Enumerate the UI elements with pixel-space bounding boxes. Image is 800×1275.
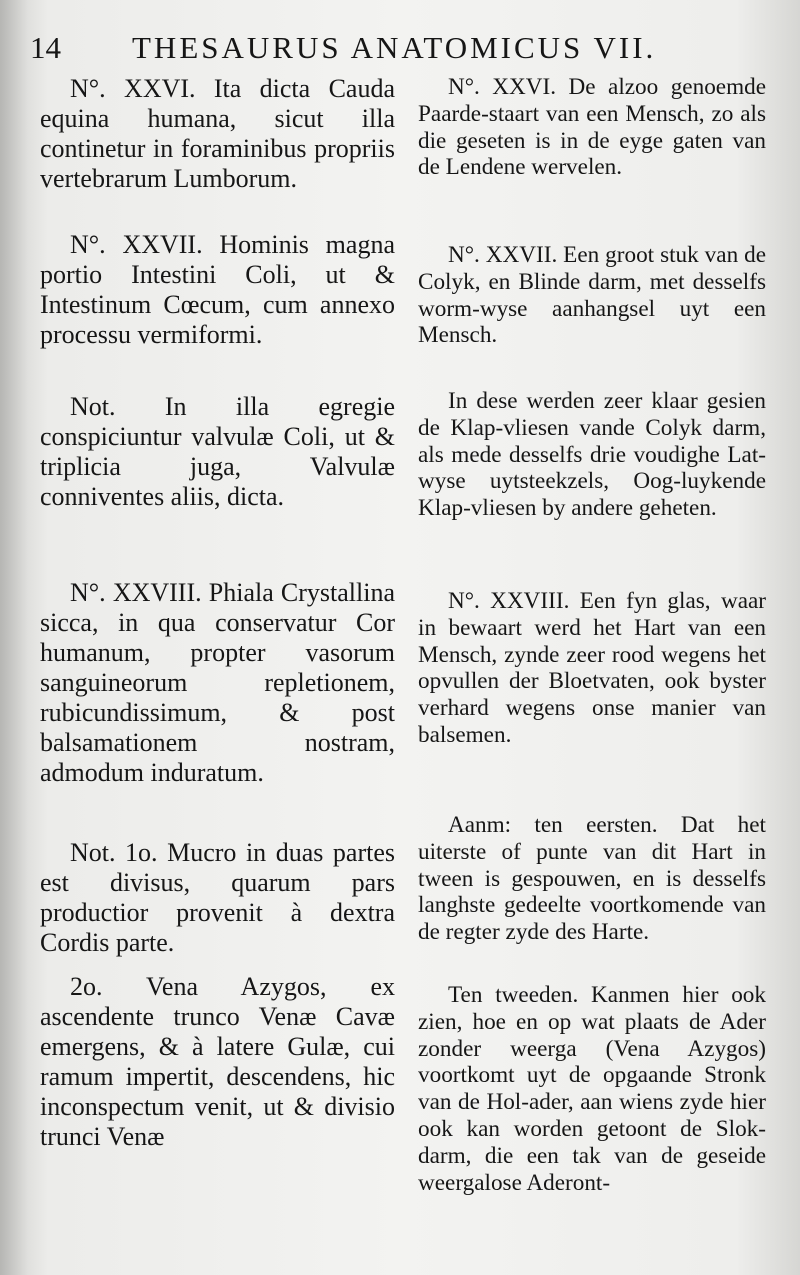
latin-note-28-2 [40,972,395,1152]
latin-paragraph: N°. XXVI. Ita dicta Cauda equina humana, sicut illa continetur in foraminibus propriis vertebrarum Lumborum. [40,74,395,194]
latin-entry-26 [40,74,395,194]
dutch-entry-28 [418,588,766,749]
latin-entry-28 [40,578,395,788]
dutch-entry-27 [418,242,766,349]
dutch-paragraph: N°. XXVI. De alzoo genoemde Paarde-staart van een Mensch, zo als die geseten is in de eyge gaten van de Lendene wervelen. [418,74,766,181]
latin-note-28-1 [40,838,395,958]
spine-shadow [0,0,28,1275]
dutch-paragraph: In dese werden zeer klaar gesien de Klap-vliesen vande Colyk darm, als mede desselfs drie voudighe Lat-wyse uytsteekzels, Oog-luykende Klap-vliesen by andere geheten. [418,388,766,522]
dutch-paragraph: Ten tweeden. Kanmen hier ook zien, hoe en op wat plaats de Ader zonder weerga (Vena Azygos) voortkomt uyt de opgaande Stronk van de Hol-ader, aan wiens zyde hier ook kan worden getoont de Slok-darm, die een tak van de geseide weergalose Aderont- [418,982,766,1196]
latin-paragraph: 2o. Vena Azygos, ex ascendente trunco Venæ Cavæ emergens, & à latere Gulæ, cui ramum impertit, descendens, hic inconspectum venit, ut & divisio trunci Venæ [40,972,395,1152]
latin-paragraph: Not. In illa egregie conspiciuntur valvulæ Coli, ut & triplicia juga, Valvulæ conniventes aliis, dicta. [40,392,395,512]
latin-entry-27 [40,230,395,350]
latin-paragraph: Not. 1o. Mucro in duas partes est divisus, quarum pars productior provenit à dextra Cordis parte. [40,838,395,958]
dutch-note-28-2 [418,982,766,1196]
page-header [30,28,770,72]
latin-paragraph: N°. XXVII. Hominis magna portio Intestini Coli, ut & Intestinum Cœcum, cum annexo processu vermiformi. [40,230,395,350]
dutch-entry-26 [418,74,766,181]
latin-paragraph: N°. XXVIII. Phiala Crystallina sicca, in qua conservatur Cor humanum, propter vasorum sanguineorum repletionem, rubicundissimum, & post balsamationem nostram, admodum induratum. [40,578,395,788]
dutch-note-28-1 [418,812,766,946]
dutch-paragraph: N°. XXVIII. Een fyn glas, waar in bewaart werd het Hart van een Mensch, zynde zeer rood wegens het opvullen der Bloetvaten, ook byster verhard wegens onse manier van balsemen. [418,588,766,748]
running-title: THESAURUS ANATOMICUS VII. [132,30,657,65]
dutch-paragraph: Aanm: ten eersten. Dat het uiterste of punte van dit Hart in tween is gespouwen, en is desselfs langhste gedeelte voortkomende van de regter zyde des Harte. [418,812,766,946]
dutch-paragraph: N°. XXVII. Een groot stuk van de Colyk, en Blinde darm, met desselfs worm-wyse aanhangsel uyt een Mensch. [418,242,766,349]
page-number: 14 [30,30,61,65]
dutch-note-27 [418,388,766,522]
latin-note-27 [40,392,395,512]
